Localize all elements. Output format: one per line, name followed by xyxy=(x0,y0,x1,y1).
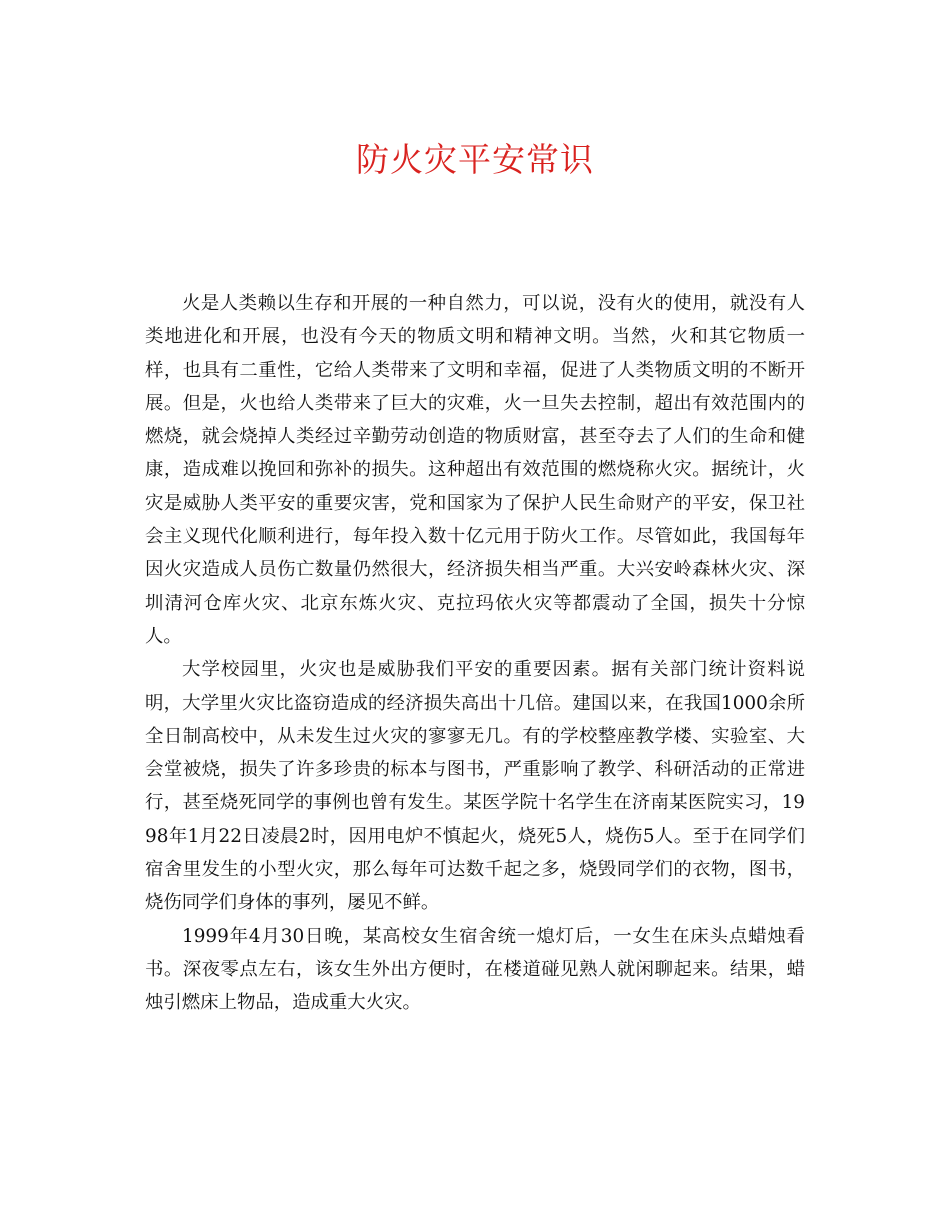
paragraph-fire-history: 火是人类赖以生存和开展的一种自然力，可以说，没有火的使用，就没有人类地进化和开展，也没有今天的物质文明和精神文明。当然，火和其它物质一样，也具有二重性，它给人类带来了文明和幸福，促进了人类物质文明的不断开展。但是，火也给人类带来了巨大的灾难，火一旦失去控制，超出有效范围内的燃烧，就会烧掉人类经过辛勤劳动创造的物质财富，甚至夺去了人们的生命和健康，造成难以挽回和弥补的损失。这种超出有效范围的燃烧称火灾。据统计，火灾是威胁人类平安的重要灾害，党和国家为了保护人民生命财产的平安，保卫社会主义现代化顺利进行，每年投入数十亿元用于防火工作。尽管如此，我国每年因火灾造成人员伤亡数量仍然很大，经济损失相当严重。大兴安岭森林火灾、深圳清河仓库火灾、北京东炼火灾、克拉玛依火灾等都震动了全国，损失十分惊人。 xyxy=(145,293,805,647)
document-title: 防火灾平安常识 xyxy=(356,140,594,179)
document-body xyxy=(145,287,805,1020)
paragraph-campus-fire: 大学校园里，火灾也是威胁我们平安的重要因素。据有关部门统计资料说明，大学里火灾比盗窃造成的经济损失高出十几倍。建国以来，在我国1000余所全日制高校中，从未发生过火灾的寥寥无几。有的学校整座教学楼、实验室、大会堂被烧，损失了许多珍贵的标本与图书，严重影响了教学、科研活动的正常进行，甚至烧死同学的事例也曾有发生。某医学院十名学生在济南某医院实习，1998年1月22日凌晨2时，因用电炉不慎起火，烧死5人，烧伤5人。至于在同学们宿舍里发生的小型火灾，那么每年可达数千起之多，烧毁同学们的衣物，图书，烧伤同学们身体的事列，屡见不鲜。 xyxy=(145,659,805,914)
paragraph-dorm-incident: 1999年4月30日晚，某高校女生宿舍统一熄灯后，一女生在床头点蜡烛看书。深夜零点左右，该女生外出方便时，在楼道碰见熟人就闲聊起来。结果，蜡烛引燃床上物品，造成重大火灾。 xyxy=(145,925,805,1014)
